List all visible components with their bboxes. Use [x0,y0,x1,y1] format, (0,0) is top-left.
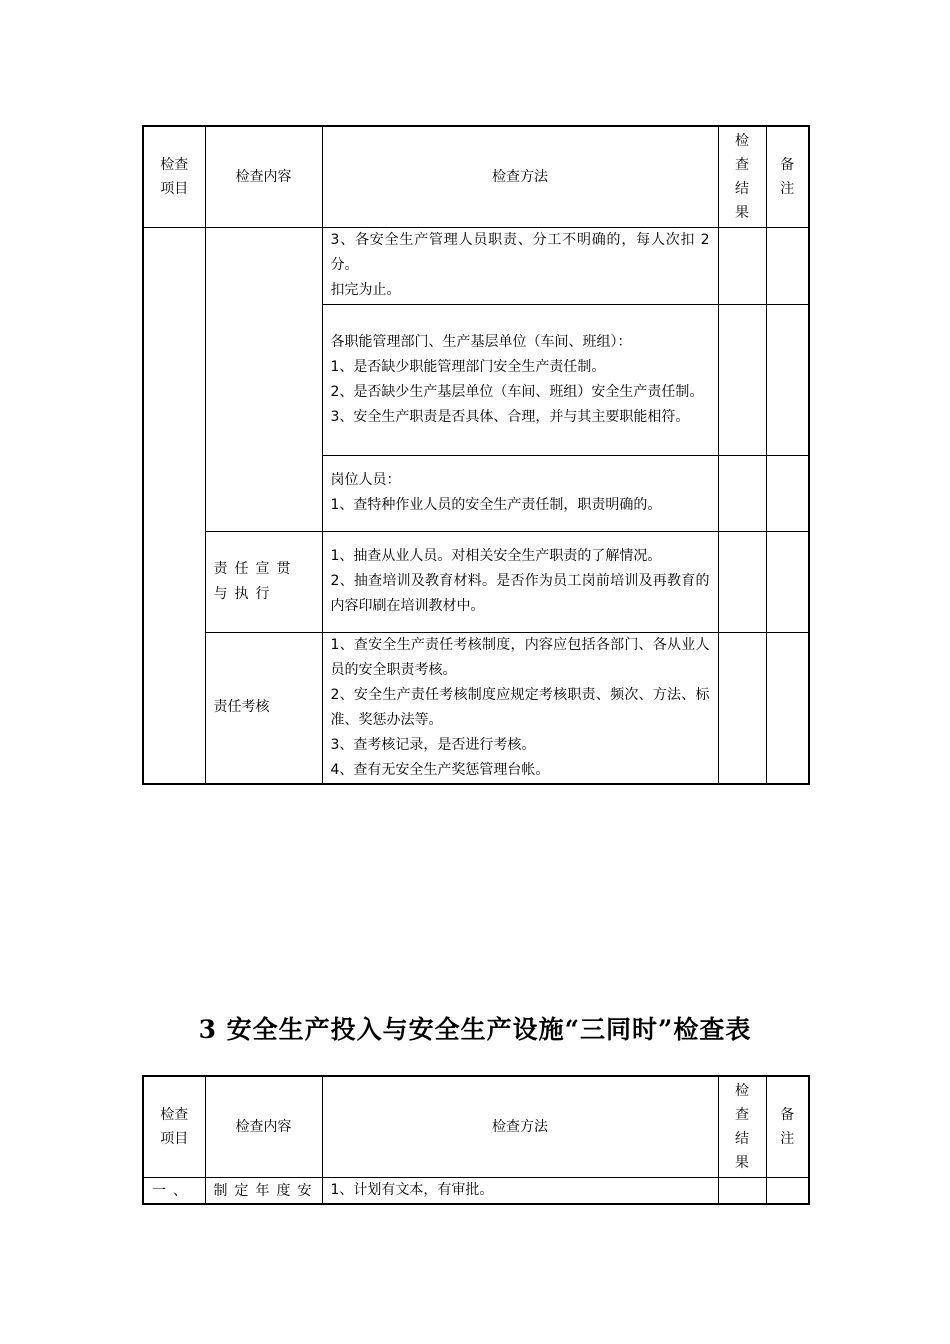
remark-cell [766,632,809,784]
header-remark: 备注 [766,1076,809,1177]
content-cell: 制定年度安 [205,1177,322,1204]
header-method: 检查方法 [322,1076,718,1177]
content-cell: 责任考核 [205,632,322,784]
method-cell: 1、抽查从业人员。对相关安全生产职责的了解情况。 2、抽查培训及教育材料。是否作为员工岗前培训及再教育的内容印刷在培训教材中。 [322,531,718,632]
header-result: 检查结果 [718,126,766,227]
method-cell: 1、查安全生产责任考核制度，内容应包括各部门、各从业人员的安全职责考核。 2、安全生产责任考核制度应规定考核职责、频次、方法、标准、奖惩办法等。 3、查考核记录，是否进行考核。 4、查有无安全生产奖惩管理台帐。 [322,632,718,784]
result-cell [718,227,766,304]
result-cell [718,1177,766,1204]
header-result: 检查结果 [718,1076,766,1177]
content-cell: 责任宣贯与执行 [205,531,322,632]
item-cell [143,227,205,784]
header-item: 检查项目 [143,126,205,227]
remark-cell [766,531,809,632]
table-row [143,531,809,632]
header-method: 检查方法 [322,126,718,227]
content-cell [205,227,322,531]
table-row [143,632,809,784]
header-content: 检查内容 [205,1076,322,1177]
header-item: 检查项目 [143,1076,205,1177]
method-cell: 1、计划有文本，有审批。 [322,1177,718,1204]
method-cell: 3、各安全生产管理人员职责、分工不明确的，每人次扣 2 分。 扣完为止。 [322,227,718,304]
check-table-2 [142,1075,810,1205]
table-row [143,227,809,304]
result-cell [718,455,766,531]
table-header-row [143,1076,809,1177]
remark-cell [766,1177,809,1204]
table-row [143,1177,809,1204]
method-cell: 各职能管理部门、生产基层单位（车间、班组）： 1、是否缺少职能管理部门安全生产责任制。 2、是否缺少生产基层单位（车间、班组）安全生产责任制。 3、安全生产职责是否具体、合理，并与其主要职能相符。 [322,304,718,455]
result-cell [718,304,766,455]
remark-cell [766,455,809,531]
remark-cell [766,227,809,304]
table-header-row [143,126,809,227]
result-cell [718,632,766,784]
header-content: 检查内容 [205,126,322,227]
remark-cell [766,304,809,455]
section-title: 3 安全生产投入与安全生产设施“三同时”检查表 [198,1015,752,1044]
method-cell: 岗位人员： 1、查特种作业人员的安全生产责任制，职责明确的。 [322,455,718,531]
header-remark: 备注 [766,126,809,227]
check-table-1 [142,125,810,785]
result-cell [718,531,766,632]
item-cell: 一、 [143,1177,205,1204]
